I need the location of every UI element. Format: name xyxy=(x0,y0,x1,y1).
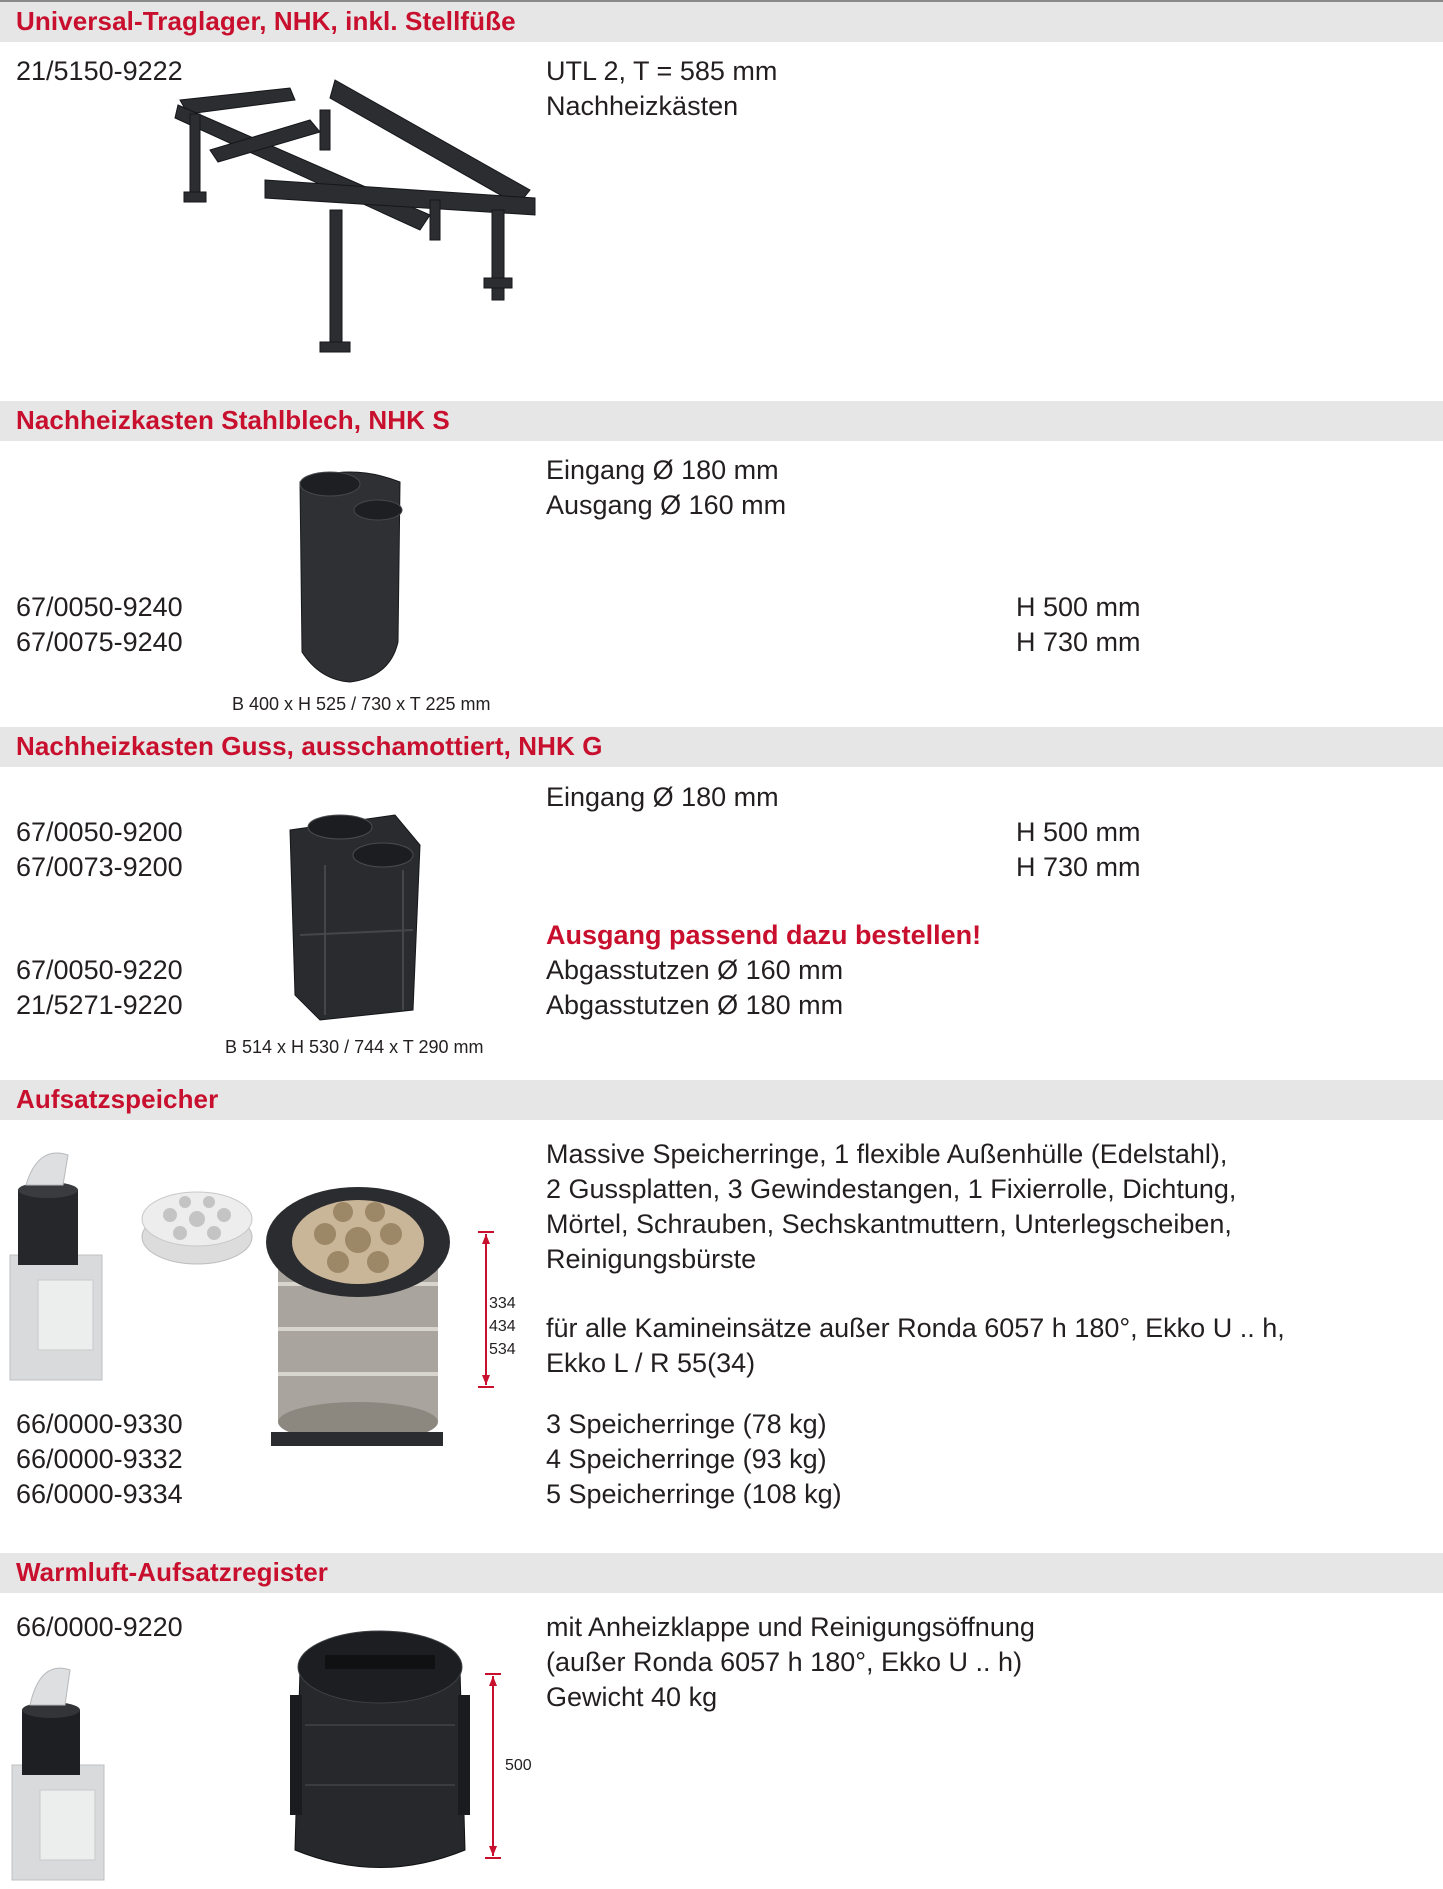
section-header-warmluft xyxy=(0,1553,1443,1593)
article-number: 67/0050-9220 xyxy=(16,955,183,985)
product-desc-line: Abgasstutzen Ø 160 mm xyxy=(546,955,844,985)
product-desc-line: mit Anheizklappe und Reinigungsöffnung xyxy=(546,1612,1035,1642)
product-desc-line: Ausgang Ø 160 mm xyxy=(546,490,787,520)
order-note: Ausgang passend dazu bestellen! xyxy=(546,920,982,950)
article-number: 66/0000-9220 xyxy=(16,1612,183,1642)
product-desc-line: Mörtel, Schrauben, Sechskantmuttern, Unterlegscheiben, xyxy=(546,1209,1232,1239)
article-number: 66/0000-9330 xyxy=(16,1409,183,1439)
article-number: 67/0050-9200 xyxy=(16,817,183,847)
variant-line: 5 Speicherringe (108 kg) xyxy=(546,1479,842,1509)
compatibility-line: Ekko L / R 55(34) xyxy=(546,1348,756,1378)
fireplace-with-storage-image xyxy=(8,1145,108,1385)
fireplace-with-register-image xyxy=(10,1655,110,1885)
variant-line: 3 Speicherringe (78 kg) xyxy=(546,1409,827,1439)
article-number: 67/0073-9200 xyxy=(16,852,183,882)
dimension-text: B 514 x H 530 / 744 x T 290 mm xyxy=(225,1037,484,1057)
section-title: Nachheizkasten Stahlblech, NHK S xyxy=(16,405,450,435)
height-value: H 500 mm xyxy=(1016,817,1141,847)
variant-line: 4 Speicherringe (93 kg) xyxy=(546,1444,827,1474)
section-title: Warmluft-Aufsatzregister xyxy=(16,1557,329,1587)
product-desc-line: Nachheizkästen xyxy=(546,91,739,121)
aufsatzspeicher-image xyxy=(263,1182,453,1447)
height-value: H 500 mm xyxy=(1016,592,1141,622)
dimension-label: 434 xyxy=(489,1318,516,1335)
product-desc-line: (außer Ronda 6057 h 180°, Ekko U .. h) xyxy=(546,1647,1023,1677)
article-number: 21/5150-9222 xyxy=(16,56,183,86)
product-desc-line: Reinigungsbürste xyxy=(546,1244,757,1274)
storage-ring-image xyxy=(140,1187,255,1267)
height-dimension-arrow xyxy=(483,1672,503,1860)
article-number: 67/0075-9240 xyxy=(16,627,183,657)
dimension-label: 500 xyxy=(505,1757,532,1774)
section-title: Aufsatzspeicher xyxy=(16,1084,219,1114)
product-desc-line: Abgasstutzen Ø 180 mm xyxy=(546,990,844,1020)
product-desc-line: Eingang Ø 180 mm xyxy=(546,782,779,812)
product-desc-line: Eingang Ø 180 mm xyxy=(546,455,779,485)
height-value: H 730 mm xyxy=(1016,627,1141,657)
traglager-image xyxy=(170,80,550,340)
product-desc-line: Gewicht 40 kg xyxy=(546,1682,718,1712)
section-title: Universal-Traglager, NHK, inkl. Stellfüße xyxy=(16,6,516,36)
section-title: Nachheizkasten Guss, ausschamottiert, NHK G xyxy=(16,731,603,761)
product-desc-line: Massive Speicherringe, 1 flexible Außenhülle (Edelstahl), xyxy=(546,1139,1228,1169)
article-number: 21/5271-9220 xyxy=(16,990,183,1020)
warmluft-register-image xyxy=(285,1625,475,1880)
section-header-nhk-s xyxy=(0,401,1443,441)
nhk-s-image xyxy=(290,462,410,687)
article-number: 67/0050-9240 xyxy=(16,592,183,622)
height-value: H 730 mm xyxy=(1016,852,1141,882)
product-desc-line: 2 Gussplatten, 3 Gewindestangen, 1 Fixierrolle, Dichtung, xyxy=(546,1174,1237,1204)
section-header-aufsatzspeicher xyxy=(0,1080,1443,1120)
product-desc-line: UTL 2, T = 585 mm xyxy=(546,56,778,86)
compatibility-line: für alle Kamineinsätze außer Ronda 6057 h 180°, Ekko U .. h, xyxy=(546,1313,1285,1343)
article-number: 66/0000-9334 xyxy=(16,1479,183,1509)
section-header-traglager xyxy=(0,2,1443,42)
dimension-text: B 400 x H 525 / 730 x T 225 mm xyxy=(232,694,491,714)
dimension-label: 334 xyxy=(489,1295,516,1312)
nhk-g-image xyxy=(285,805,425,1025)
dimension-label: 534 xyxy=(489,1341,516,1358)
article-number: 66/0000-9332 xyxy=(16,1444,183,1474)
section-header-nhk-g xyxy=(0,727,1443,767)
